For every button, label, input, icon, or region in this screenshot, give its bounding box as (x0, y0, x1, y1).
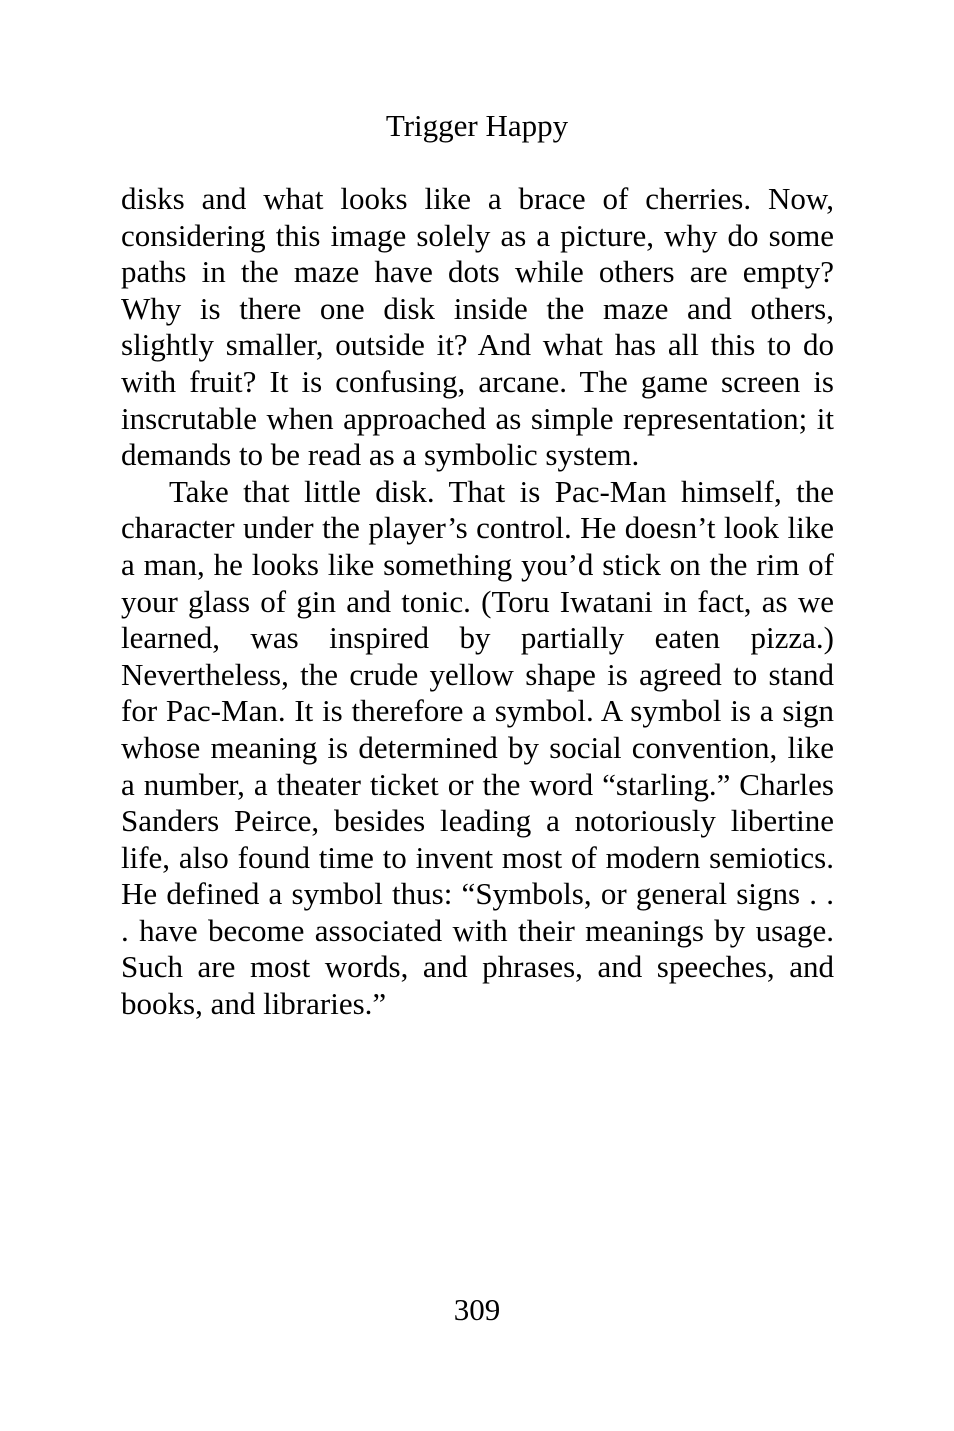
paragraph-pac-man-symbol: Take that little disk. That is Pac-Man himself, the character under the player’s control. He doesn’t look like a man, he looks like something you’d stick on the rim of your glass of gin and tonic. (Toru Iwatani in fact, as we learned, was inspired by partially eaten pizza.) Nevertheless, the crude yellow shape is agreed to stand for Pac-Man. It is therefore a symbol. A symbol is a sign whose meaning is determined by social convention, like a number, a theater ticket or the word “starling.” Charles Sanders Peirce, besides leading a notoriously libertine life, also found time to invent most of modern semiotics. He defined a symbol thus: “Symbols, or general signs . . . have become associated with their meanings by usage. Such are most words, and phrases, and speeches, and books, and libraries.” (121, 473, 834, 1022)
running-head-title: Trigger Happy (385, 108, 569, 143)
paragraph-continued: disks and what looks like a brace of cherries. Now, considering this image solely as a picture, why do some paths in the maze have dots while others are empty? Why is there one disk inside the maze and others, slightly smaller, outside it? And what has all this to do with fruit? It is confusing, arcane. The game screen is inscrutable when approached as simple representation; it demands to be read as a symbolic system. (121, 181, 834, 473)
body-text (121, 181, 834, 1023)
page-number: 309 (453, 1292, 501, 1327)
